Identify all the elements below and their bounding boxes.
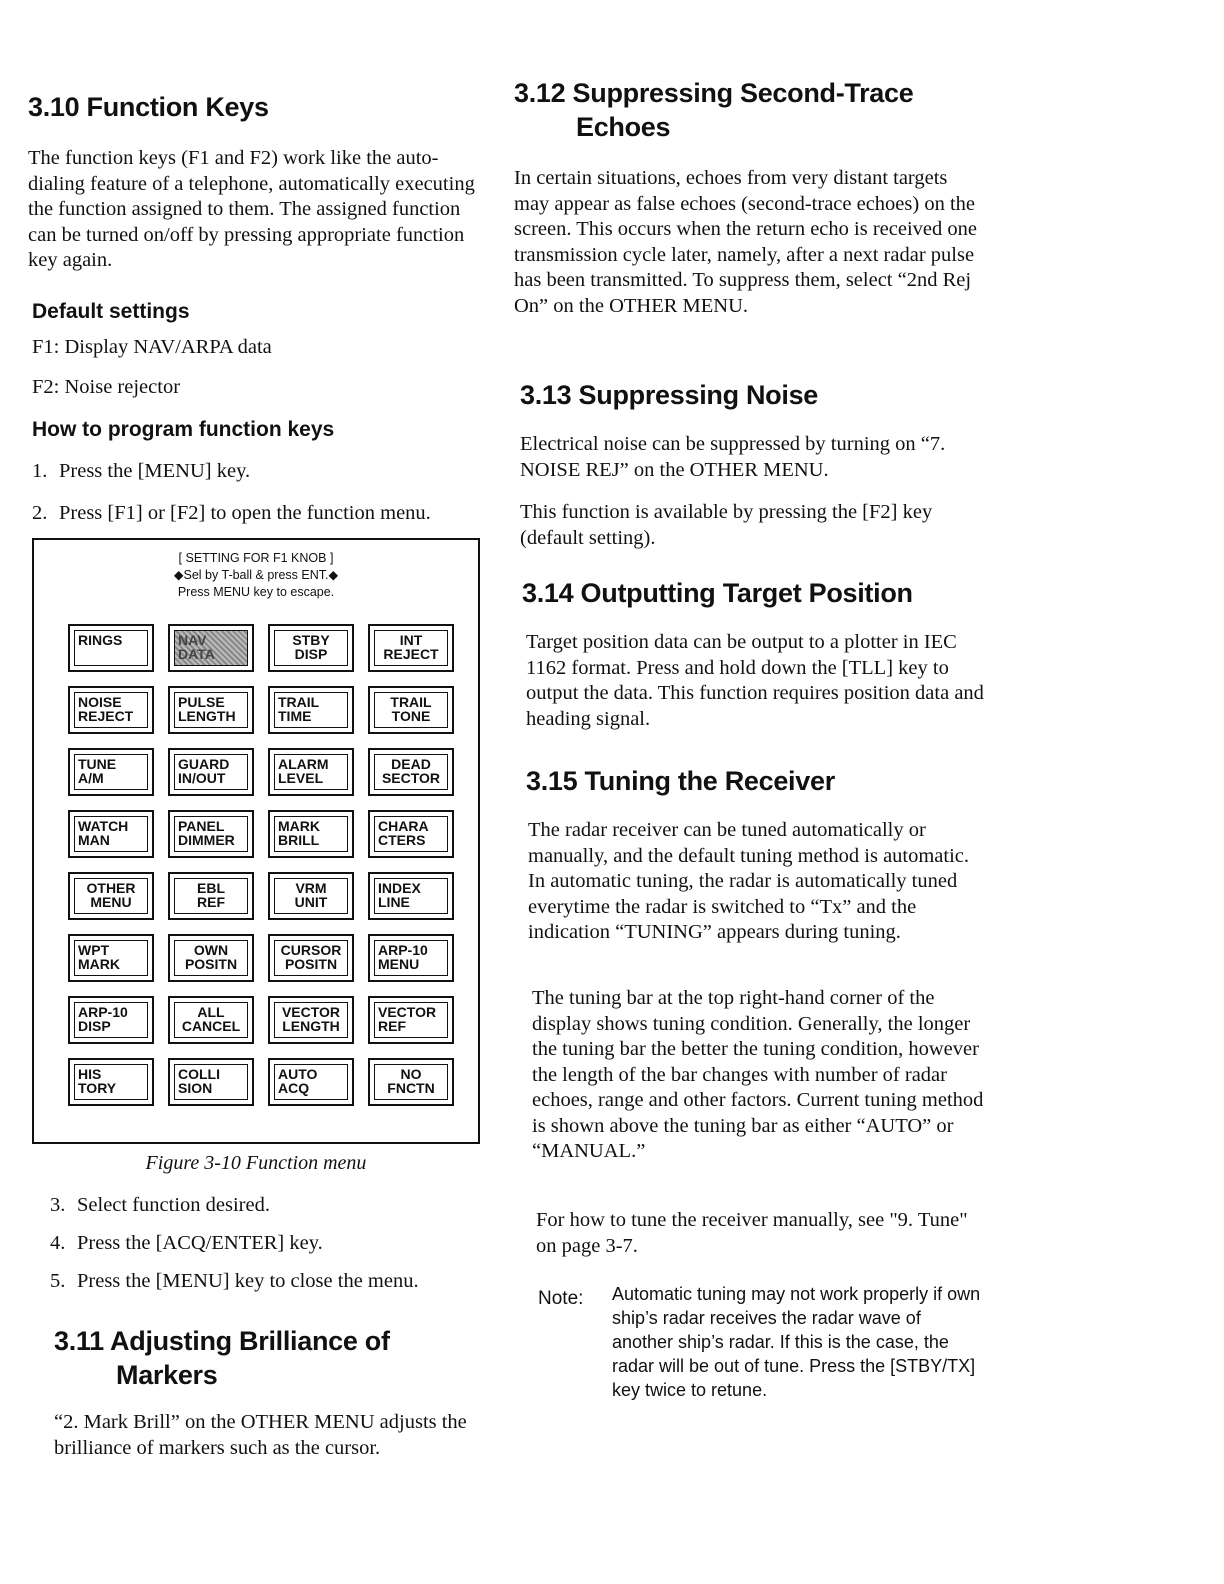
step-number: 3. <box>50 1194 66 1216</box>
step-text: Press the [MENU] key to close the menu. <box>77 1270 419 1292</box>
section-3-15-body-3: For how to tune the receiver manually, see "9. Tune" on page 3-7. <box>536 1209 968 1257</box>
function-key-label: CURSOR POSITN <box>274 940 348 976</box>
section-3-13-body-2: This function is available by pressing the [F2] key (default setting). <box>520 501 933 549</box>
function-key-label: ALL CANCEL <box>174 1002 248 1038</box>
function-key-trail-tone[interactable] <box>368 686 454 734</box>
function-key-his-tory[interactable] <box>68 1058 154 1106</box>
menu-header-title: [ SETTING FOR F1 KNOB ] <box>178 551 334 565</box>
function-key-label: WPT MARK <box>74 940 148 976</box>
step-2 <box>32 502 431 525</box>
section-3-10-title: 3.10 Function Keys <box>28 92 269 122</box>
function-key-grid <box>68 624 458 1106</box>
section-3-11-title-line2: Markers <box>116 1360 218 1390</box>
section-3-15-body-1: The radar receiver can be tuned automatically or manually, and the default tuning method is automatic. In automatic tuning, the radar is automatically tuned everytime the radar is switched to “Tx” and the indication “TUNING” appears during tuning. <box>528 819 970 943</box>
section-3-12-title-line2: Echoes <box>576 112 671 142</box>
function-key-no-fnctn[interactable] <box>368 1058 454 1106</box>
function-key-mark-brill[interactable] <box>268 810 354 858</box>
function-key-label: TRAIL TIME <box>274 692 348 728</box>
step-text: Select function desired. <box>77 1194 270 1216</box>
default-f1: F1: Display NAV/ARPA data <box>32 336 272 358</box>
function-key-label: INT REJECT <box>374 630 448 666</box>
function-key-pulse-length[interactable] <box>168 686 254 734</box>
step-number: 2. <box>32 502 48 524</box>
step-number: 4. <box>50 1232 66 1254</box>
section-3-12-body: In certain situations, echoes from very distant targets may appear as false echoes (second-trace echoes) on the screen. This occurs when the return echo is received one transmission cycle later, namely, after a next radar pulse has been transmitted. To suppress them, select “2nd Rej On” on the OTHER MENU. <box>514 167 977 317</box>
menu-header-escape: Press MENU key to escape. <box>177 585 335 599</box>
function-key-label: VECTOR LENGTH <box>274 1002 348 1038</box>
default-f2: F2: Noise rejector <box>32 376 181 398</box>
function-key-label: VECTOR REF <box>374 1002 448 1038</box>
function-key-label: TRAIL TONE <box>374 692 448 728</box>
function-key-label: PULSE LENGTH <box>174 692 248 728</box>
note-label: Note: <box>538 1288 584 1309</box>
section-3-13-title: 3.13 Suppressing Noise <box>520 380 819 410</box>
function-key-label: ALARM LEVEL <box>274 754 348 790</box>
function-key-label: ARP-10 MENU <box>374 940 448 976</box>
function-menu-figure <box>32 538 480 1144</box>
section-3-12-title <box>514 76 984 144</box>
menu-header-instruction: ◆Sel by T-ball & press ENT.◆ <box>173 568 339 582</box>
default-settings-heading: Default settings <box>32 300 190 323</box>
function-menu-header <box>34 550 478 601</box>
function-key-label: GUARD IN/OUT <box>174 754 248 790</box>
function-key-watch-man[interactable] <box>68 810 154 858</box>
function-key-panel-dimmer[interactable] <box>168 810 254 858</box>
function-key-vrm-unit[interactable] <box>268 872 354 920</box>
function-key-label: COLLI SION <box>174 1064 248 1100</box>
function-key-rings[interactable] <box>68 624 154 672</box>
figure-caption: Figure 3-10 Function menu <box>145 1152 367 1174</box>
section-3-15-title: 3.15 Tuning the Receiver <box>526 766 835 796</box>
function-key-label: NOISE REJECT <box>74 692 148 728</box>
function-key-nav-data[interactable] <box>168 624 254 672</box>
function-key-ebl-ref[interactable] <box>168 872 254 920</box>
step-number: 1. <box>32 460 48 482</box>
function-key-label: OWN POSITN <box>174 940 248 976</box>
step-number: 5. <box>50 1270 66 1292</box>
function-key-wpt-mark[interactable] <box>68 934 154 982</box>
function-key-dead-sector[interactable] <box>368 748 454 796</box>
section-3-12-title-line1: 3.12 Suppressing Second-Trace <box>514 78 914 108</box>
function-key-label: CHARA CTERS <box>374 816 448 852</box>
section-3-11-title-line1: 3.11 Adjusting Brilliance of <box>54 1326 390 1356</box>
function-key-int-reject[interactable] <box>368 624 454 672</box>
function-key-label: AUTO ACQ <box>274 1064 348 1100</box>
step-5 <box>50 1270 419 1293</box>
section-3-10-body: The function keys (F1 and F2) work like the auto-dialing feature of a telephone, automatically executing the function assigned to them. The assigned function can be turned on/off by pressing appropriate function key again. <box>28 147 475 271</box>
step-text: Press the [ACQ/ENTER] key. <box>77 1232 323 1254</box>
function-key-label: ARP-10 DISP <box>74 1002 148 1038</box>
function-key-tune-a-m[interactable] <box>68 748 154 796</box>
function-key-label: NAV DATA <box>174 630 248 666</box>
function-key-stby-disp[interactable] <box>268 624 354 672</box>
function-key-label: TUNE A/M <box>74 754 148 790</box>
step-3 <box>50 1194 270 1217</box>
function-key-chara-cters[interactable] <box>368 810 454 858</box>
function-key-label: MARK BRILL <box>274 816 348 852</box>
function-key-auto-acq[interactable] <box>268 1058 354 1106</box>
function-key-label: OTHER MENU <box>74 878 148 914</box>
section-3-13-body-1: Electrical noise can be suppressed by turning on “7. NOISE REJ” on the OTHER MENU. <box>520 433 946 481</box>
function-key-label: INDEX LINE <box>374 878 448 914</box>
section-3-11-title <box>54 1324 514 1392</box>
function-key-other-menu[interactable] <box>68 872 154 920</box>
function-key-arp-10-menu[interactable] <box>368 934 454 982</box>
function-key-label: HIS TORY <box>74 1064 148 1100</box>
step-4 <box>50 1232 323 1255</box>
function-key-vector-ref[interactable] <box>368 996 454 1044</box>
step-text: Press [F1] or [F2] to open the function menu. <box>59 502 431 524</box>
function-key-label: NO FNCTN <box>374 1064 448 1100</box>
function-key-label: PANEL DIMMER <box>174 816 248 852</box>
function-key-noise-reject[interactable] <box>68 686 154 734</box>
function-key-colli-sion[interactable] <box>168 1058 254 1106</box>
function-key-label: EBL REF <box>174 878 248 914</box>
function-key-guard-in-out[interactable] <box>168 748 254 796</box>
function-key-vector-length[interactable] <box>268 996 354 1044</box>
function-key-own-positn[interactable] <box>168 934 254 982</box>
function-key-label: WATCH MAN <box>74 816 148 852</box>
section-3-14-title: 3.14 Outputting Target Position <box>522 578 913 608</box>
step-text: Press the [MENU] key. <box>59 460 251 482</box>
section-3-11-body: “2. Mark Brill” on the OTHER MENU adjusts the brilliance of markers such as the cursor. <box>54 1411 467 1459</box>
function-key-trail-time[interactable] <box>268 686 354 734</box>
function-key-label: RINGS <box>74 630 148 666</box>
function-key-label: DEAD SECTOR <box>374 754 448 790</box>
program-heading: How to program function keys <box>32 418 335 441</box>
function-key-arp-10-disp[interactable] <box>68 996 154 1044</box>
function-key-all-cancel[interactable] <box>168 996 254 1044</box>
function-key-index-line[interactable] <box>368 872 454 920</box>
function-key-cursor-positn[interactable] <box>268 934 354 982</box>
function-key-label: VRM UNIT <box>274 878 348 914</box>
step-1 <box>32 460 250 483</box>
function-key-alarm-level[interactable] <box>268 748 354 796</box>
function-key-label: STBY DISP <box>274 630 348 666</box>
note-text: Automatic tuning may not work properly if own ship’s radar receives the radar wave of another ship’s radar. If this is the case, the radar will be out of tune. Press the [STBY/TX] key twice to retune. <box>612 1284 981 1400</box>
section-3-15-body-2: The tuning bar at the top right-hand corner of the display shows tuning condition. Generally, the longer the tuning bar the better the tuning condition, however the length of the bar changes with number of radar echoes, range and other factors. Current tuning method is shown above the tuning bar as either “AUTO” or “MANUAL.” <box>532 987 984 1162</box>
section-3-14-body: Target position data can be output to a plotter in IEC 1162 format. Press and hold down the [TLL] key to output the data. This function requires position data and heading signal. <box>526 631 984 730</box>
